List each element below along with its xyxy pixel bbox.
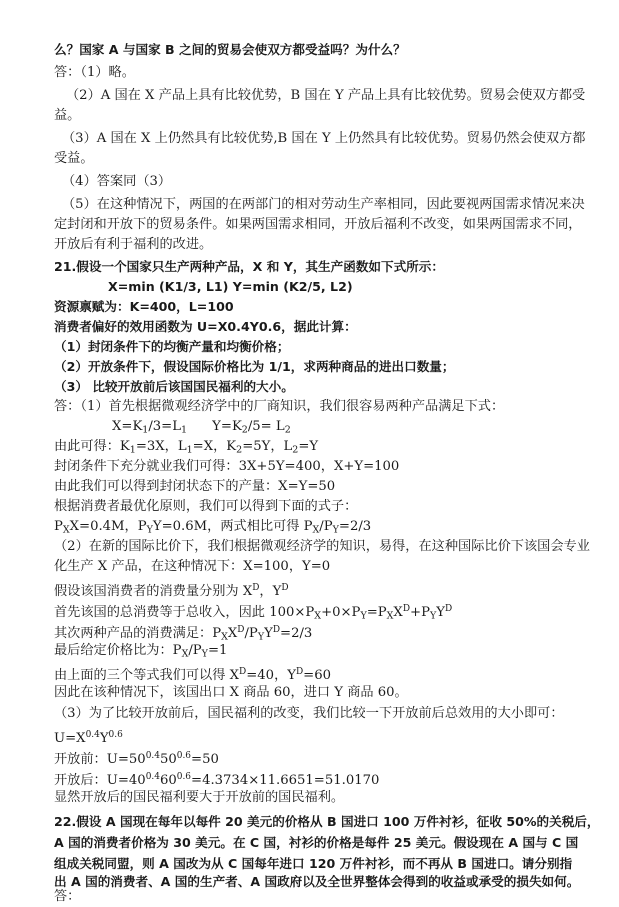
answer-line: 答：	[54, 889, 81, 904]
answer-line: 最后给定价格比为：$P_X/P_Y=1$	[54, 643, 228, 660]
question-heading: 21.假设一个国家只生产两种产品，X 和 Y，其生产函数如下式所示：	[54, 259, 444, 274]
answer-line: （3）为了比较开放前后，国民福利的改变，我们比较一下开放前后总效用的大小即可：	[54, 706, 564, 721]
answer-line: 显然开放后的国民福利要大于开放前的国民福利。	[54, 790, 345, 805]
answer-line: $P_XX=0.4M$，$P_YY=0.6M$，两式相比可得 $P_X/P_Y=2/3$	[54, 519, 372, 536]
question-line: 么？国家 A 与国家 B 之间的贸易会使双方都受益吗？为什么？	[54, 42, 406, 57]
formula-line: 开放前：$U=50^{0.4}50^{0.6}=50$	[54, 751, 219, 767]
answer-line: （3）A 国在 X 上仍然具有比较优势,B 国在 Y 上仍然具有比较优势。贸易仍然会使双方都	[62, 131, 586, 146]
answer-line: 化生产 X 产品，在这种情况下：X=100，Y=0	[54, 559, 331, 574]
question-heading: 22.假设 A 国现在每年以每件 20 美元的价格从 B 国进口 100 万件衬衫，征收 50%的关税后，	[54, 814, 600, 829]
question-line: 消费者偏好的效用函数为 U=X0.4Y0.6，据此计算：	[54, 319, 357, 334]
answer-line: 假设该国消费者的消费量分别为 $X^D$，$Y^D$	[54, 583, 289, 599]
answer-line: 由此可得：$K_1=3X$，$L_1=X$，$K_2=5Y$，$L_2=Y$	[54, 439, 319, 456]
answer-line: （4）答案同（3）	[62, 174, 172, 189]
answer-line: 由此我们可以得到封闭状态下的产量：X=Y=50	[54, 479, 336, 494]
answer-line: 封闭条件下充分就业我们可得：3X+5Y=400，X+Y=100	[54, 459, 400, 474]
formula-line: 开放后：$U=40^{0.4}60^{0.6}=4.3734\times 11.6651=51.0170$	[54, 772, 380, 788]
answer-line: 其次两种产品的消费满足：$P_XX^D/P_YY^D=2/3$	[54, 625, 313, 643]
answer-line: 由上面的三个等式我们可以得 $X^D=40$，$Y^D=60$	[54, 667, 332, 683]
answer-line: 定封闭和开放下的贸易条件。如果两国需求相同，开放后福利不改变，如果两国需求不同，	[54, 217, 582, 232]
answer-line: 开放后有利于福利的改进。	[54, 237, 213, 252]
question-line: A 国的消费者价格为 30 美元。在 C 国，衬衫的价格是每件 25 美元。假设现在 A 国与 C 国	[54, 835, 579, 850]
answer-line: 根据消费者最优化原则，我们可以得到下面的式子：	[54, 499, 358, 514]
question-line: 出 A 国的消费者、A 国的生产者、A 国政府以及全世界整体会得到的收益或承受的损失如何。	[54, 874, 580, 889]
answer-line: 因此在该种情况下，该国出口 X 商品 60，进口 Y 商品 60。	[54, 685, 408, 700]
question-line: （2）开放条件下，假设国际价格比为 1/1，求两种商品的进出口数量；	[54, 359, 455, 374]
answer-line: （5）在这种情况下，两国的在两部门的相对劳动生产率相同，因此要视两国需求情况来决	[62, 197, 585, 212]
formula-line: X=min (K1/3, L1) Y=min (K2/5, L2)	[108, 279, 353, 294]
question-line: 组成关税同盟，则 A 国改为从 C 国每年进口 120 万件衬衫，而不再从 B 国进口。请分别指	[54, 856, 573, 871]
answer-line: 答：（1）首先根据微观经济学中的厂商知识，我们很容易两种产品满足下式：	[54, 399, 505, 414]
question-line: 资源禀赋为：K=400，L=100	[54, 299, 234, 314]
answer-line: 答：（1）略。	[54, 65, 135, 80]
formula-line: $X=K_1/3=L_1$ $Y=K_2/5= L_2$	[112, 419, 291, 436]
answer-line: （2）A 国在 X 产品上具有比较优势，B 国在 Y 产品上具有比较优势。贸易会使双方都受	[66, 88, 586, 103]
answer-line: 受益。	[54, 151, 94, 166]
answer-line: （2）在新的国际比价下，我们根据微观经济学的知识，易得，在这种国际比价下该国会专业	[54, 539, 590, 554]
formula-line: $U=X^{0.4}Y^{0.6}$	[54, 730, 123, 746]
answer-line: 首先该国的总消费等于总收入，因此 $100\times P_X+0\times P_Y=P_XX^D+P_YY^D$	[54, 604, 453, 622]
question-line: （1）封闭条件下的均衡产量和均衡价格；	[54, 339, 290, 354]
answer-line: 益。	[54, 108, 81, 123]
question-line: （3） 比较开放前后该国国民福利的大小。	[54, 379, 294, 394]
